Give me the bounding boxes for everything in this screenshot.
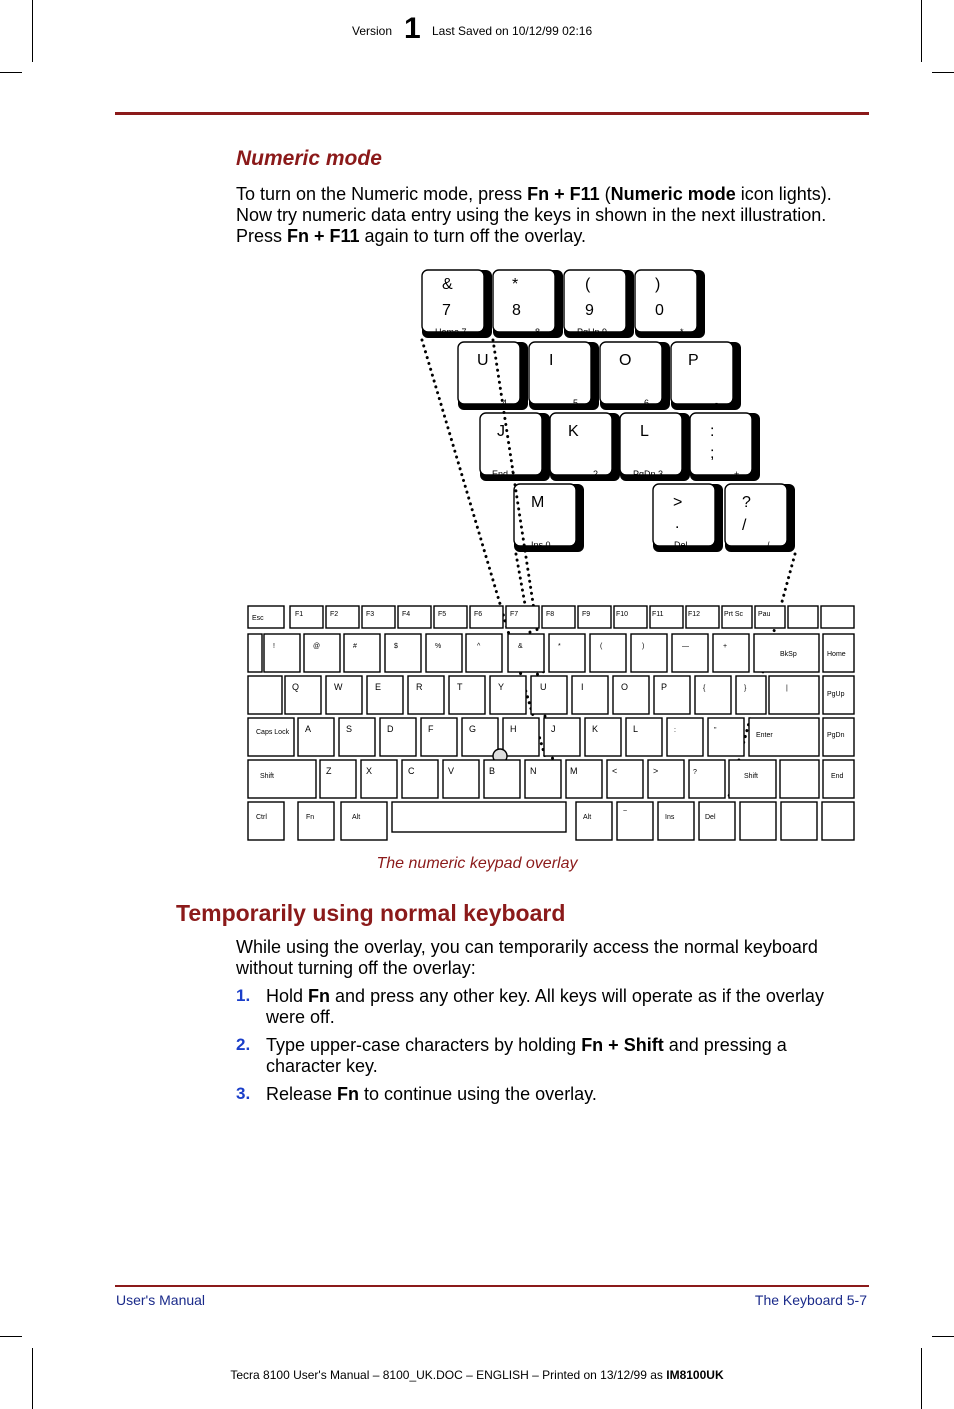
svg-text:U: U	[477, 352, 489, 369]
svg-text:F12: F12	[688, 611, 701, 618]
svg-text:Prt Sc: Prt Sc	[724, 611, 744, 618]
svg-text:Ins 0: Ins 0	[531, 540, 551, 550]
svg-text:V: V	[448, 766, 455, 776]
svg-text:N: N	[530, 766, 537, 776]
svg-text:*: *	[558, 643, 561, 650]
svg-text:;: ;	[710, 445, 715, 462]
svg-text:>: >	[673, 494, 683, 511]
footer-manual-title: User's Manual	[116, 1292, 206, 1308]
svg-text:F10: F10	[616, 611, 629, 618]
keyboard-figure	[240, 262, 860, 847]
svg-text:L: L	[633, 724, 639, 734]
list-number: 1.	[236, 986, 251, 1005]
temporary-intro: While using the overlay, you can temporarily access the normal keyboard without turning off the overlay:	[236, 937, 818, 978]
svg-text:I: I	[549, 352, 554, 369]
svg-text:O: O	[621, 682, 629, 692]
svg-text:F9: F9	[582, 611, 591, 618]
svg-text:}: }	[744, 685, 747, 692]
zoom-key-m	[514, 484, 584, 552]
svg-text:End: End	[831, 773, 844, 780]
zoom-key-0	[635, 270, 705, 338]
svg-text:Shift: Shift	[744, 773, 759, 780]
svg-text:T: T	[457, 682, 463, 692]
svg-text:S: S	[346, 724, 353, 734]
svg-text:Y: Y	[498, 682, 505, 692]
footer-page-number: The Keyboard 5-7	[754, 1292, 867, 1308]
svg-text:8: 8	[535, 327, 541, 337]
zoom-key-7	[422, 270, 492, 338]
svg-text::: :	[674, 727, 676, 734]
svg-text:?: ?	[693, 769, 697, 776]
svg-text:D: D	[387, 724, 394, 734]
bottom-key-row	[248, 802, 854, 840]
list-text: Release Fn to continue using the overlay.	[266, 1084, 597, 1104]
svg-text:Shift: Shift	[260, 773, 275, 780]
crop-mark	[932, 72, 954, 73]
svg-text:9: 9	[585, 302, 594, 319]
svg-text:F6: F6	[474, 611, 483, 618]
svg-text:(: (	[585, 276, 591, 293]
q-key-row	[248, 676, 854, 714]
svg-text:+: +	[723, 643, 728, 650]
svg-text:F: F	[428, 724, 434, 734]
svg-text:K: K	[592, 724, 599, 734]
zoom-key-j	[480, 413, 550, 481]
a-key-row	[248, 718, 854, 763]
svg-text:F4: F4	[402, 611, 411, 618]
last-saved: Last Saved on 10/12/99 02:16	[432, 24, 593, 38]
svg-text:6: 6	[644, 398, 650, 408]
svg-text:2: 2	[593, 469, 599, 479]
figure-caption: The numeric keypad overlay	[376, 855, 578, 872]
svg-text:C: C	[408, 766, 415, 776]
svg-text:F1: F1	[295, 611, 304, 618]
svg-text:PgUp: PgUp	[827, 691, 845, 698]
svg-text:F5: F5	[438, 611, 447, 618]
svg-text:*: *	[512, 276, 519, 293]
svg-text:Esc: Esc	[252, 615, 264, 622]
zoom-key-slash	[725, 484, 795, 552]
svg-text:-: -	[715, 398, 718, 408]
svg-text:/: /	[767, 540, 770, 550]
version-label: Version	[352, 24, 393, 38]
svg-text:M: M	[570, 766, 578, 776]
svg-text:K: K	[568, 423, 579, 440]
svg-text:|: |	[786, 685, 788, 692]
svg-text:Del: Del	[705, 814, 716, 821]
space-bar	[392, 802, 566, 832]
crop-mark	[932, 1336, 954, 1337]
svg-text:End 1: End 1	[492, 469, 516, 479]
function-key-row	[248, 606, 854, 628]
svg-text:Home: Home	[827, 651, 846, 658]
svg-text:Ctrl: Ctrl	[256, 814, 267, 821]
zoom-key-i	[529, 342, 599, 410]
list-text: Type upper-case characters by holding Fn + Shift and pressing a character key.	[266, 1035, 787, 1076]
numeric-mode-paragraph: To turn on the Numeric mode, press Fn + F11 (Numeric mode icon lights). Now try numeric data entry using the keys in shown in the next illustration. Press Fn + F11 again to turn off the overlay.	[236, 184, 832, 246]
svg-text:PgUp 9: PgUp 9	[577, 327, 608, 337]
svg-text:R: R	[416, 682, 423, 692]
svg-text:Home 7: Home 7	[435, 327, 467, 337]
list-text: Hold Fn and press any other key. All keys will operate as if the overlay were off.	[266, 986, 824, 1027]
svg-text:5: 5	[573, 398, 579, 408]
svg-text:7: 7	[442, 302, 451, 319]
svg-text:Ins: Ins	[665, 814, 675, 821]
svg-text:~: ~	[623, 808, 628, 815]
svg-text:>: >	[653, 766, 659, 776]
svg-text:Fn: Fn	[306, 814, 315, 821]
svg-text:J: J	[551, 724, 556, 734]
svg-text:": "	[714, 727, 717, 734]
svg-text:PgDn 3: PgDn 3	[633, 469, 664, 479]
svg-text:M: M	[531, 494, 545, 511]
svg-text:%: %	[435, 643, 442, 650]
svg-text:Z: Z	[326, 766, 332, 776]
svg-text:Q: Q	[292, 682, 300, 692]
svg-text:L: L	[640, 423, 649, 440]
down-arrow-key	[781, 802, 817, 840]
svg-text:P: P	[688, 352, 699, 369]
svg-text:—: —	[682, 643, 689, 650]
svg-text:*: *	[680, 327, 684, 337]
svg-text:F2: F2	[330, 611, 339, 618]
svg-text:Enter: Enter	[756, 732, 773, 739]
svg-text:PgDn: PgDn	[827, 732, 845, 739]
footer-rule	[115, 1285, 869, 1287]
svg-text:X: X	[366, 766, 373, 776]
svg-text:F11: F11	[652, 611, 664, 618]
zoom-key-k	[550, 413, 620, 481]
svg-text:Del: Del	[674, 540, 688, 550]
crop-mark	[921, 0, 922, 62]
crop-mark	[0, 1336, 22, 1337]
zoom-key-period	[653, 484, 723, 552]
svg-text:P: P	[661, 682, 668, 692]
z-key-row	[248, 760, 854, 798]
svg-text:Alt: Alt	[352, 814, 361, 821]
svg-text::: :	[710, 423, 715, 440]
zoom-key-o	[600, 342, 670, 410]
zoom-key-8	[493, 270, 563, 338]
zoom-key-9	[564, 270, 634, 338]
svg-text:O: O	[619, 352, 632, 369]
svg-text:8: 8	[512, 302, 521, 319]
svg-text:): )	[655, 276, 661, 293]
svg-text:?: ?	[742, 494, 751, 511]
zoom-key-l	[620, 413, 690, 481]
svg-text:G: G	[469, 724, 477, 734]
number-key-row	[248, 634, 854, 672]
svg-text:F8: F8	[546, 611, 555, 618]
zoom-key-u	[458, 342, 528, 410]
svg-text:.: .	[675, 515, 680, 532]
header-rule	[115, 112, 869, 115]
right-arrow-key	[822, 802, 854, 840]
svg-text:$: $	[394, 643, 398, 650]
svg-text:!: !	[273, 643, 275, 650]
svg-text:E: E	[375, 682, 382, 692]
svg-text:&: &	[442, 276, 453, 293]
svg-text:{: {	[703, 685, 706, 692]
svg-text:#: #	[353, 643, 357, 650]
svg-text:BkSp: BkSp	[780, 651, 797, 658]
svg-text:A: A	[305, 724, 312, 734]
svg-text:U: U	[540, 682, 547, 692]
svg-text:): )	[642, 643, 645, 650]
numeric-mode-heading: Numeric mode	[236, 147, 382, 170]
svg-text:Caps Lock: Caps Lock	[256, 729, 290, 736]
svg-text:@: @	[313, 643, 321, 650]
crop-mark	[32, 0, 33, 62]
print-info: Tecra 8100 User's Manual – 8100_UK.DOC – ENGLISH – Printed on 13/12/99 as IM8100UK	[230, 1368, 724, 1382]
list-number: 2.	[236, 1035, 251, 1054]
svg-text:F7: F7	[510, 611, 519, 618]
svg-text:4: 4	[502, 398, 508, 408]
svg-text:W: W	[334, 682, 343, 692]
zoom-key-semicolon	[690, 413, 760, 481]
svg-text:Pau: Pau	[758, 611, 771, 618]
zoom-key-p	[671, 342, 741, 410]
left-arrow-key	[740, 802, 776, 840]
svg-text:0: 0	[655, 302, 664, 319]
svg-text:J: J	[497, 423, 505, 440]
crop-mark	[0, 72, 22, 73]
svg-text:^: ^	[477, 643, 481, 650]
svg-text:F3: F3	[366, 611, 375, 618]
list-number: 3.	[236, 1084, 251, 1103]
svg-text:H: H	[510, 724, 517, 734]
version-number: 1	[404, 12, 421, 45]
svg-text:&: &	[518, 643, 523, 650]
svg-text:B: B	[489, 766, 496, 776]
temporary-heading: Temporarily using normal keyboard	[176, 900, 566, 926]
svg-text:<: <	[612, 766, 618, 776]
svg-text:(: (	[600, 643, 603, 650]
svg-text:I: I	[581, 682, 584, 692]
svg-text:Alt: Alt	[583, 814, 592, 821]
svg-text:/: /	[742, 517, 747, 534]
svg-text:+: +	[734, 469, 740, 479]
full-keyboard	[248, 606, 854, 840]
